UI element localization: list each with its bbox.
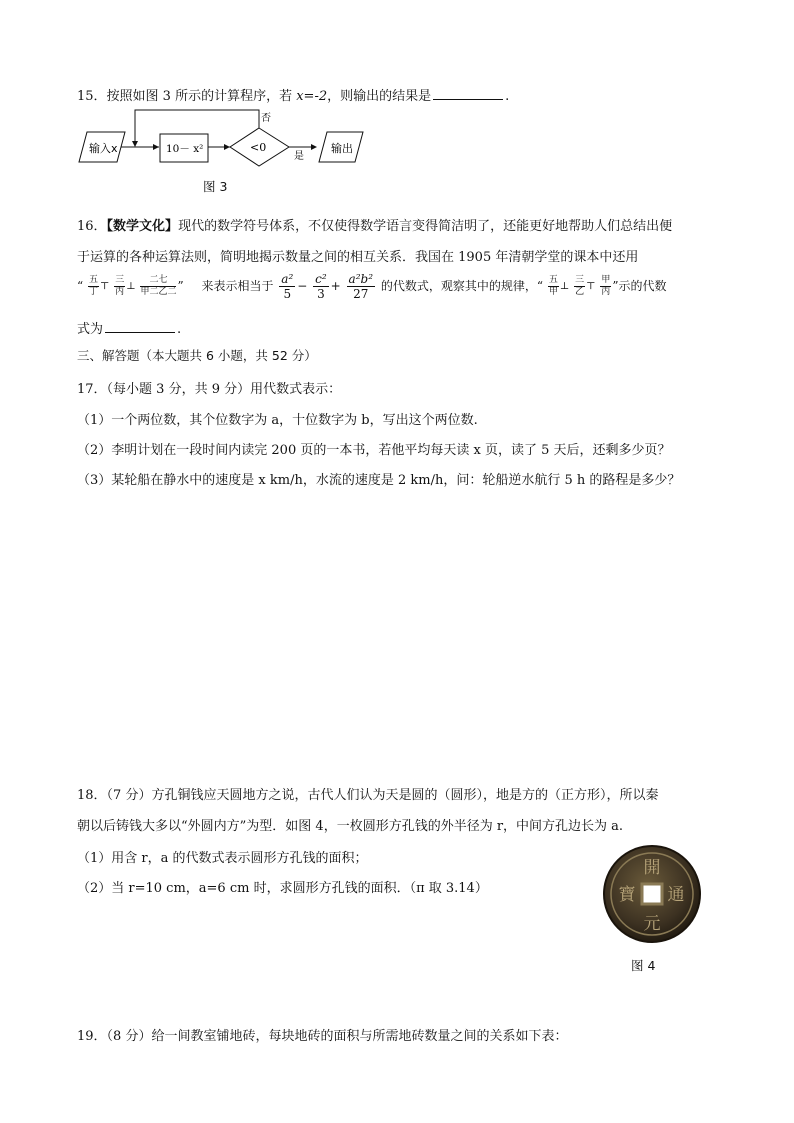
q17-part1: （1）一个两位数，其个位数字为 a，十位数字为 b，写出这个两位数. — [77, 413, 478, 428]
cn-frac-2: $\frac{\text{三}}{\text{丙}}$ — [115, 275, 125, 297]
q17-part3: （3）某轮船在静水中的速度是 x km/h，水流的速度是 2 km/h，问：轮船逆水航行 5 h 的路程是多少？ — [77, 473, 681, 488]
q16-tag: 【数学文化】 — [106, 219, 179, 234]
q16-line3: “ $\frac{\text{五}}{\text{丁}}$ ⊤ $\frac{\text{三}}{\text{丙}}$ ⊥ $\frac{\text{二七}}{\text{甲二乙二}}$ ” 来表示相当于 $\frac{\text{a²}}{5}$ − $\frac{\text{c²}}{3}$ + $\frac{\text{a²b²}}{27}$ 的代数式，观察其中的规律，“ $\frac{\text{五}}{\text{甲}}$ ⊥ $\frac{\text{三}}{\text{乙}}$ ⊤ $\frac{\text{甲}}{\text{丙}}$ ”示的代数 — [77, 272, 667, 301]
cn-frac-5: $\frac{\text{三}}{\text{乙}}$ — [575, 275, 585, 297]
q16-line1 — [77, 215, 672, 234]
figure3-caption: 图 3 — [203, 179, 228, 194]
q15-text: 15．按照如图 3 所示的计算程序，若 — [77, 89, 297, 104]
cn-frac-6: $\frac{\text{甲}}{\text{丙}}$ — [601, 275, 611, 297]
q18-line2: 朝以后铸钱大多以“外圆内方”为型．如图 4，一枚圆形方孔钱的外半径为 r，中间方孔边长为 a. — [77, 819, 624, 834]
q15-end: . — [505, 89, 510, 104]
cn-frac-4: $\frac{\text{五}}{\text{甲}}$ — [548, 275, 558, 297]
q16-text-1: 现代的数学符号体系，不仅使得数学语言变得简洁明了，还能更好地帮助人们总结出便 — [178, 219, 673, 234]
q16-end: . — [177, 322, 182, 337]
figure4-caption: 图 4 — [631, 958, 656, 973]
flow-output-label: 输出 — [331, 142, 353, 155]
flow-no-label: 否 — [261, 113, 271, 124]
coin-char-bottom: 元 — [643, 914, 661, 934]
section-3-title: 三、解答题（本大题共 6 小题，共 52 分） — [77, 348, 317, 363]
cn-frac-3: $\frac{\text{二七}}{\text{甲二乙二}}$ — [140, 275, 177, 297]
q19-line1: 19．（8 分）给一间教室铺地砖，每块地砖的面积与所需地砖数量之间的关系如下表： — [77, 1029, 568, 1044]
q16-line4 — [77, 318, 181, 337]
coin-char-right: 通 — [667, 885, 685, 905]
flow-input-label: 输入x — [89, 142, 118, 155]
coin-char-left: 寶 — [618, 885, 636, 905]
q18-part1: （1）用含 r，a 的代数式表示圆形方孔钱的面积； — [77, 851, 368, 866]
q18-part2: （2）当 r=10 cm，a=6 cm 时，求圆形方孔钱的面积．（π 取 3.14） — [77, 881, 488, 896]
cn-frac-1: $\frac{\text{五}}{\text{丁}}$ — [88, 275, 98, 297]
q15-flowchart — [75, 106, 375, 168]
q17-head: 17．（每小题 3 分，共 9 分）用代数式表示： — [77, 382, 342, 397]
coin-image — [600, 843, 704, 945]
q16-answer-blank[interactable] — [105, 320, 175, 333]
flow-yes-label: 是 — [294, 151, 304, 162]
q18-line1: 18．（7 分）方孔铜钱应天圆地方之说，古代人们认为天是圆的（圆形），地是方的（正方形），所以秦 — [77, 788, 659, 803]
q16-tail-text: 示的代数 — [618, 279, 667, 293]
q17-part2: （2）李明计划在一段时间内读完 200 页的一本书，若他平均每天读 x 页，读了 5 天后，还剩多少页？ — [77, 443, 671, 458]
q15-answer-blank[interactable] — [433, 87, 503, 100]
flow-decision-label: <0 — [250, 141, 267, 154]
q16-line4-text: 式为 — [77, 322, 104, 337]
q15-question — [77, 85, 509, 104]
frac-a2-5: $\frac{\text{a²}}{5}$ — [281, 272, 294, 301]
q16-after-text: 的代数式，观察其中的规律， — [380, 279, 537, 293]
q15-text-after: ，则输出的结果是 — [327, 89, 432, 104]
frac-c2-3: $\frac{\text{c²}}{3}$ — [315, 272, 327, 301]
q16-number: 16． — [77, 219, 107, 234]
q16-mid-text: 来表示相当于 — [201, 279, 274, 293]
q16-line2: 于运算的各种运算法则，简明地揭示数量之间的相互关系．我国在 1905 年清朝学堂的课本中还用 — [77, 250, 639, 265]
q15-x-value: x=-2 — [296, 89, 328, 104]
coin-char-top: 開 — [643, 858, 661, 878]
frac-a2b2-27: $\frac{\text{a²b²}}{27}$ — [348, 272, 374, 301]
flow-process-label: 10－ x² — [166, 143, 204, 155]
